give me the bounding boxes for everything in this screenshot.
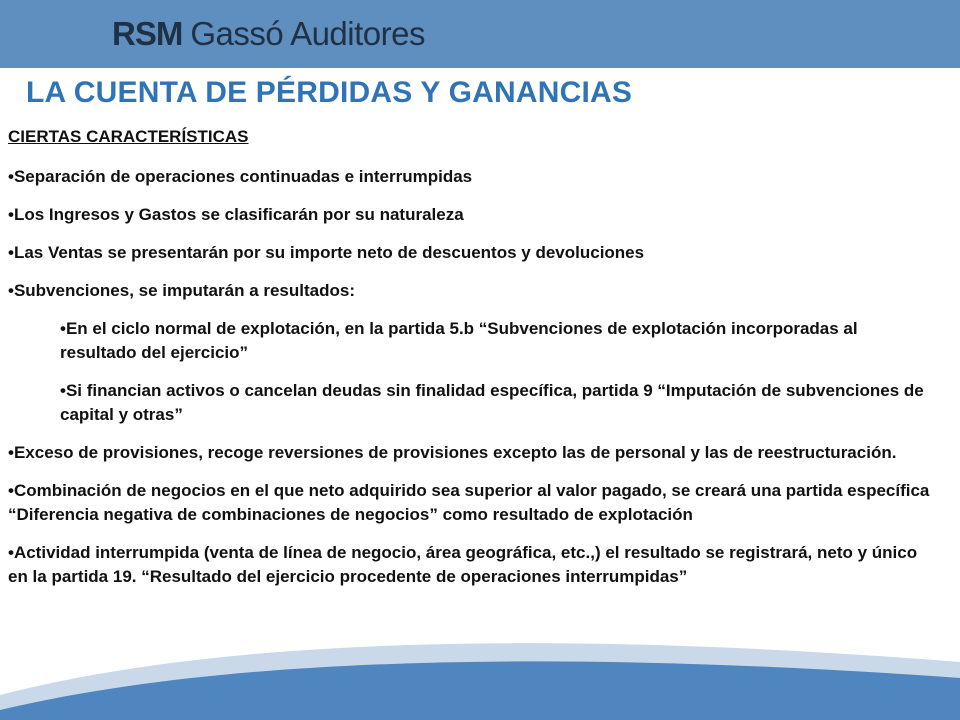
logo-rsm: RSM — [112, 15, 183, 52]
bullet-item: •Las Ventas se presentarán por su importe neto de descuentos y devoluciones — [8, 243, 645, 262]
section-heading: CIERTAS CARACTERÍSTICAS — [8, 127, 249, 146]
bullet-item: •Actividad interrumpida (venta de línea de negocio, área geográfica, etc.,) el resultado se registrará, neto y único en la partida 19. “Resultado del ejercicio procedente de operaciones interrumpidas” — [8, 543, 918, 586]
bullet-item: •Combinación de negocios en el que neto adquirido sea superior al valor pagado, se creará una partida específica “Diferencia negativa de combinaciones de negocios” como resultado de explotación — [8, 481, 930, 524]
slide-content — [8, 125, 938, 603]
logo — [112, 14, 425, 54]
sub-bullet-item: •En el ciclo normal de explotación, en la partida 5.b “Subvenciones de explotación incorporadas al resultado del ejercicio” — [60, 319, 858, 362]
bullet-item: •Subvenciones, se imputarán a resultados: — [8, 281, 355, 300]
sub-bullet-item: •Si financian activos o cancelan deudas sin finalidad específica, partida 9 “Imputación de subvenciones de capital y otras” — [60, 381, 924, 424]
decorative-wave — [0, 600, 960, 720]
slide-title: LA CUENTA DE PÉRDIDAS Y GANANCIAS — [26, 76, 633, 109]
logo-company-name: Gassó Auditores — [190, 15, 425, 52]
bullet-item: •Los Ingresos y Gastos se clasificarán por su naturaleza — [8, 205, 464, 224]
bullet-item: •Separación de operaciones continuadas e interrumpidas — [8, 167, 473, 186]
bullet-item: •Exceso de provisiones, recoge reversiones de provisiones excepto las de personal y las de reestructuración. — [8, 443, 897, 462]
